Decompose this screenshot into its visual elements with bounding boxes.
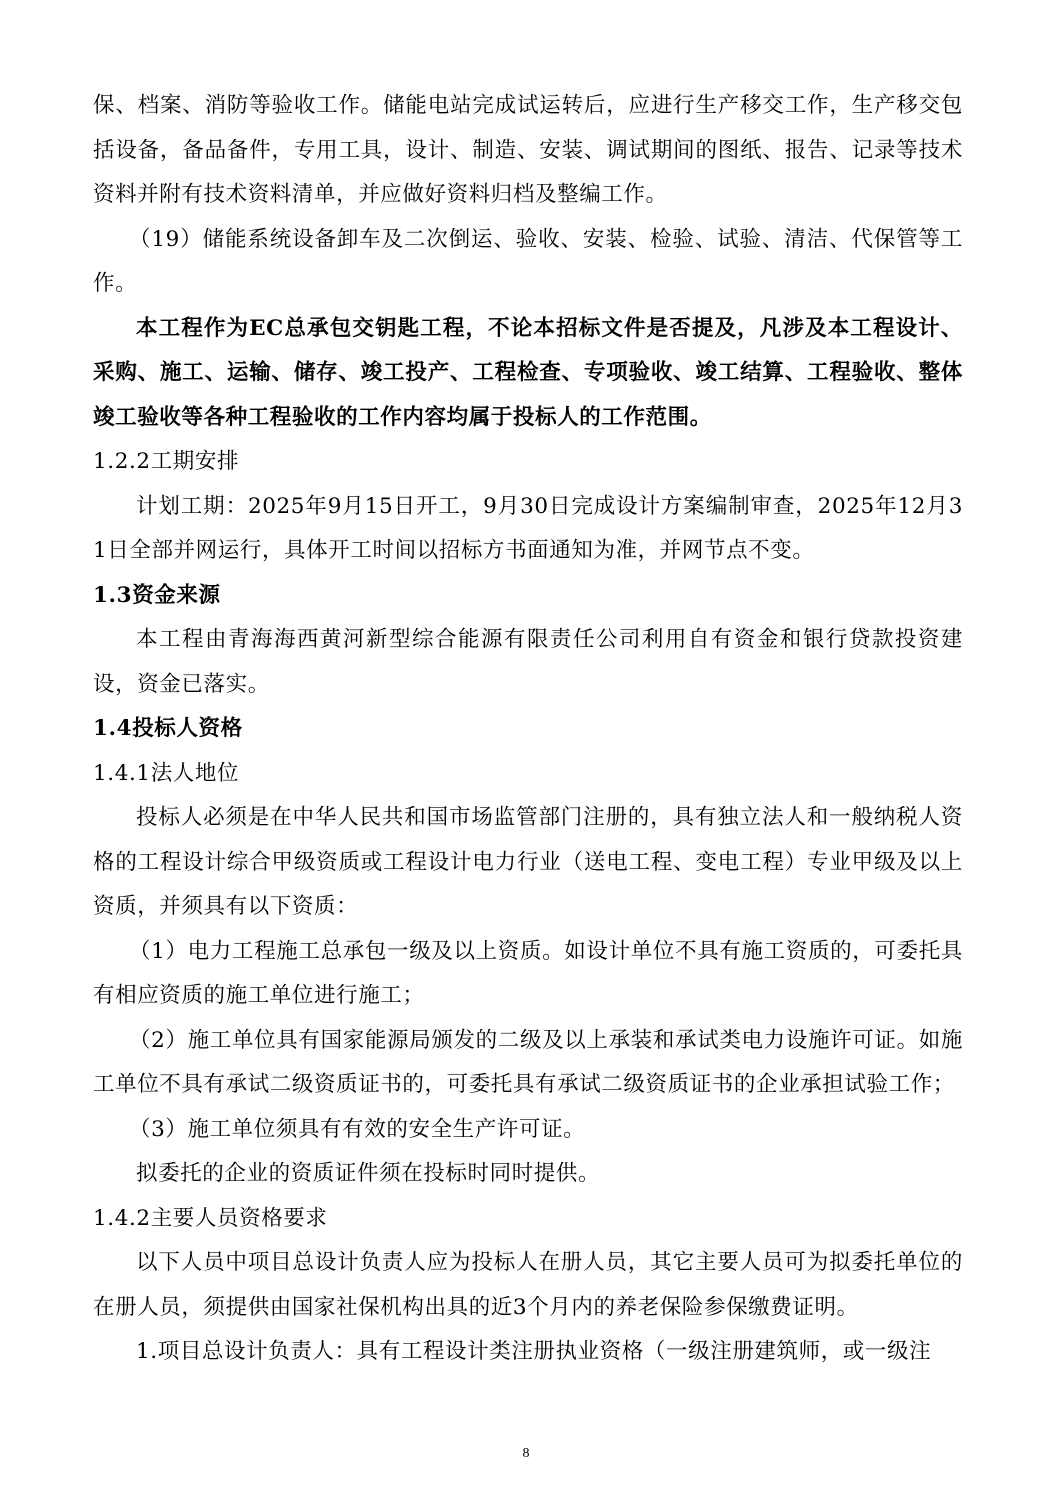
heading-schedule: 1.2.2工期安排 — [93, 449, 240, 474]
paragraph-ec-scope: 本工程作为EC总承包交钥匙工程，不论本招标文件是否提及，凡涉及本工程设计、采购、施工、运输、储存、竣工投产、工程检查、专项验收、竣工结算、工程验收、整体竣工验收等各种工程验收的工作内容均属于投标人的工作范围。 — [93, 315, 963, 430]
page-body — [93, 84, 963, 1375]
paragraph-entrusted-docs: 拟委托的企业的资质证件须在投标时同时提供。 — [136, 1161, 601, 1186]
page-number: 8 — [522, 1446, 530, 1461]
heading-funding: 1.3资金来源 — [93, 582, 221, 608]
paragraph-schedule: 计划工期：2025年9月15日开工，9月30日完成设计方案编制审查，2025年12月31日全部并网运行，具体开工时间以招标方书面通知为准，并网节点不变。 — [93, 493, 963, 563]
paragraph-funding: 本工程由青海海西黄河新型综合能源有限责任公司利用自有资金和银行贷款投资建设，资金已落实。 — [93, 627, 963, 697]
paragraph-requirement-2: （2）施工单位具有国家能源局颁发的二级及以上承装和承试类电力设施许可证。如施工单位不具有承试二级资质证书的，可委托具有承试二级资质证书的企业承担试验工作； — [93, 1027, 963, 1097]
heading-personnel-requirements: 1.4.2主要人员资格要求 — [93, 1205, 328, 1231]
paragraph-acceptance-handover: 保、档案、消防等验收工作。储能电站完成试运转后，应进行生产移交工作，生产移交包括设备，备品备件，专用工具，设计、制造、安装、调试期间的图纸、报告、记录等技术资料并附有技术资料清单，并应做好资料归档及整编工作。 — [93, 93, 963, 207]
paragraph-chief-designer: 1.项目总设计负责人：具有工程设计类注册执业资格（一级注册建筑师，或一级注 — [136, 1339, 932, 1364]
paragraph-item-19: （19）储能系统设备卸车及二次倒运、验收、安装、检验、试验、清洁、代保管等工作。 — [93, 226, 963, 296]
heading-legal-status: 1.4.1法人地位 — [93, 760, 240, 786]
paragraph-personnel: 以下人员中项目总设计负责人应为投标人在册人员，其它主要人员可为拟委托单位的在册人员，须提供由国家社保机构出具的近3个月内的养老保险参保缴费证明。 — [93, 1250, 963, 1320]
paragraph-requirement-1: （1）电力工程施工总承包一级及以上资质。如设计单位不具有施工资质的，可委托具有相应资质的施工单位进行施工； — [93, 938, 963, 1008]
paragraph-requirement-3: （3）施工单位须具有有效的安全生产许可证。 — [129, 1116, 586, 1142]
heading-bidder-qualification: 1.4投标人资格 — [93, 716, 243, 741]
paragraph-legal-status: 投标人必须是在中华人民共和国市场监管部门注册的，具有独立法人和一般纳税人资格的工程设计综合甲级资质或工程设计电力行业（送电工程、变电工程）专业甲级及以上资质，并须具有以下资质： — [93, 805, 963, 919]
